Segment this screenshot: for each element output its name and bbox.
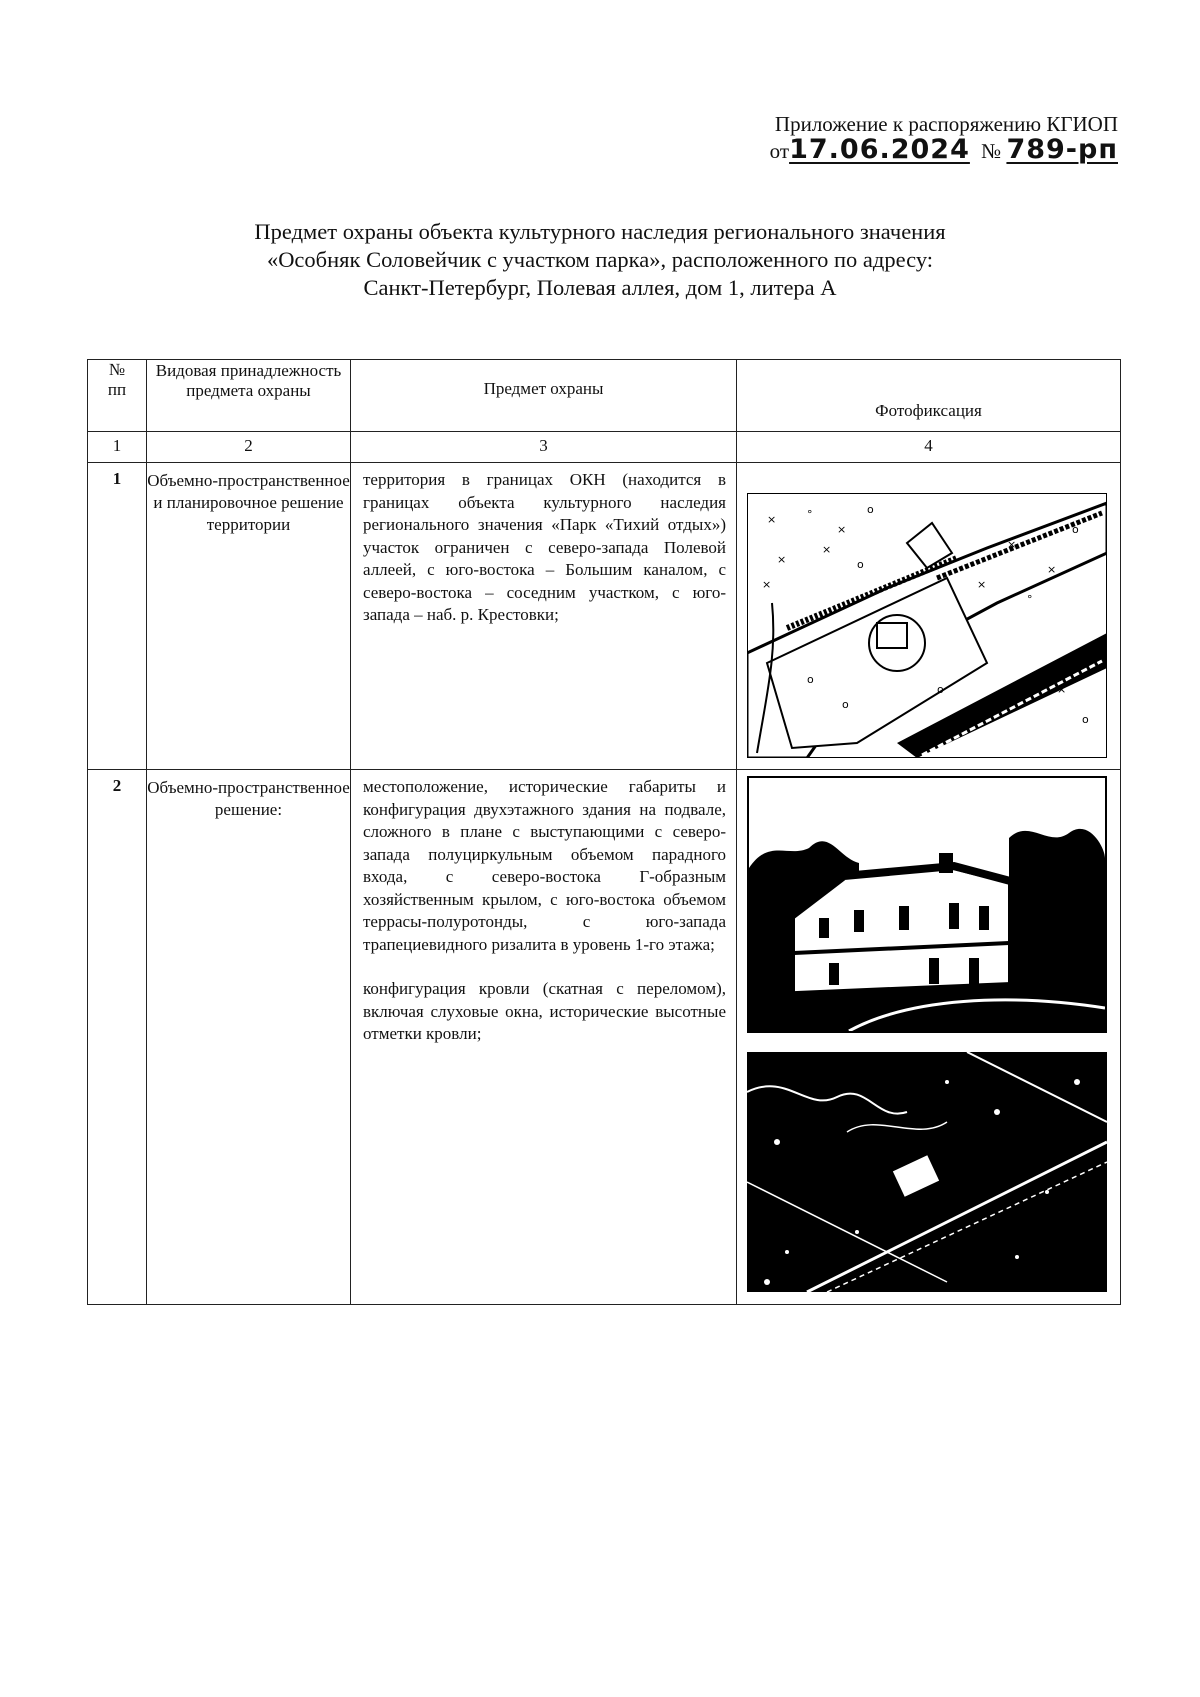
svg-text:×: × bbox=[762, 578, 772, 591]
svg-text:×: × bbox=[1057, 683, 1067, 696]
protection-subject-table bbox=[87, 359, 1121, 1305]
building-photo bbox=[747, 776, 1107, 1033]
row-photo bbox=[737, 770, 1121, 1305]
column-number-row bbox=[88, 432, 1121, 463]
row-type: Объемно-пространственное и планировочное решение территории bbox=[147, 463, 351, 770]
subject-paragraph: местоположение, исторические габариты и конфигурация двухэтажного здания на подвале, сложного в плане с выступающими с северо-запада полуциркульным объемом парадного входа, с северо-востока Г-образным хозяйственным крылом, с юго-востока объемом террасы-полуротонды, с юго-запада трапециевидного ризалита в уровень 1-го этажа; bbox=[363, 777, 726, 954]
svg-text:°: ° bbox=[1027, 593, 1033, 606]
svg-text:×: × bbox=[822, 543, 832, 556]
date-prefix: от bbox=[769, 139, 790, 163]
svg-text:o: o bbox=[937, 683, 944, 696]
svg-text:o: o bbox=[857, 558, 864, 571]
svg-text:×: × bbox=[977, 578, 987, 591]
appendix-line: Приложение к распоряжению КГИОП bbox=[774, 112, 1118, 136]
subject-paragraph: территория в границах ОКН (находится в границах объекта культурного наследия регионального значения «Парк «Тихий отдых») участок ограничен с северо-запада Полевой аллеей, с юго-востока – Большим каналом, с северо-востока – соседним участком, с юго-запада – наб. р. Крестовки; bbox=[363, 470, 726, 624]
svg-text:×: × bbox=[1007, 538, 1017, 551]
header-type: Видовая принадлежность предмета охраны bbox=[147, 360, 351, 432]
row-subject bbox=[351, 463, 737, 770]
row-photo bbox=[737, 463, 1121, 770]
table-row bbox=[88, 770, 1121, 1305]
col-number: 1 bbox=[88, 432, 147, 463]
col-number: 2 bbox=[147, 432, 351, 463]
title-line-1: Предмет охраны объекта культурного наследия регионального значения bbox=[254, 219, 946, 244]
svg-text:×: × bbox=[767, 513, 777, 526]
svg-text:×: × bbox=[837, 523, 847, 536]
title-line-3: Санкт-Петербург, Полевая аллея, дом 1, литера А bbox=[363, 275, 837, 300]
appendix-header bbox=[770, 112, 1118, 163]
title-line-2: «Особняк Соловейчик с участком парка», расположенного по адресу: bbox=[266, 247, 934, 272]
svg-text:o: o bbox=[1072, 523, 1079, 536]
row-number: 2 bbox=[88, 770, 147, 1305]
row-subject bbox=[351, 770, 737, 1305]
number-prefix: № bbox=[981, 139, 1002, 163]
svg-text:×: × bbox=[777, 553, 787, 566]
order-date: 17.06.2024 bbox=[789, 134, 970, 165]
svg-text:o: o bbox=[842, 698, 849, 711]
table-header-row bbox=[88, 360, 1121, 432]
svg-text:o: o bbox=[1082, 713, 1089, 726]
header-photo: Фотофиксация bbox=[737, 360, 1121, 432]
col-number: 3 bbox=[351, 432, 737, 463]
table-row bbox=[88, 463, 1121, 770]
order-date-number bbox=[769, 134, 1118, 165]
document-title bbox=[0, 218, 1200, 302]
row-type: Объемно-пространственное решение: bbox=[147, 770, 351, 1305]
header-num: № пп bbox=[88, 360, 147, 432]
svg-text:°: ° bbox=[807, 508, 813, 521]
aerial-photo bbox=[747, 1052, 1107, 1292]
subject-paragraph: конфигурация кровли (скатная с переломом), включая слуховые окна, исторические высотные отметки кровли; bbox=[363, 979, 726, 1043]
svg-text:o: o bbox=[867, 503, 874, 516]
col-number: 4 bbox=[737, 432, 1121, 463]
site-plan-image bbox=[747, 493, 1107, 758]
svg-text:×: × bbox=[1047, 563, 1057, 576]
row-number: 1 bbox=[88, 463, 147, 770]
svg-text:o: o bbox=[807, 673, 814, 686]
header-subject: Предмет охраны bbox=[351, 360, 737, 432]
order-number: 789-рп bbox=[1006, 134, 1118, 165]
